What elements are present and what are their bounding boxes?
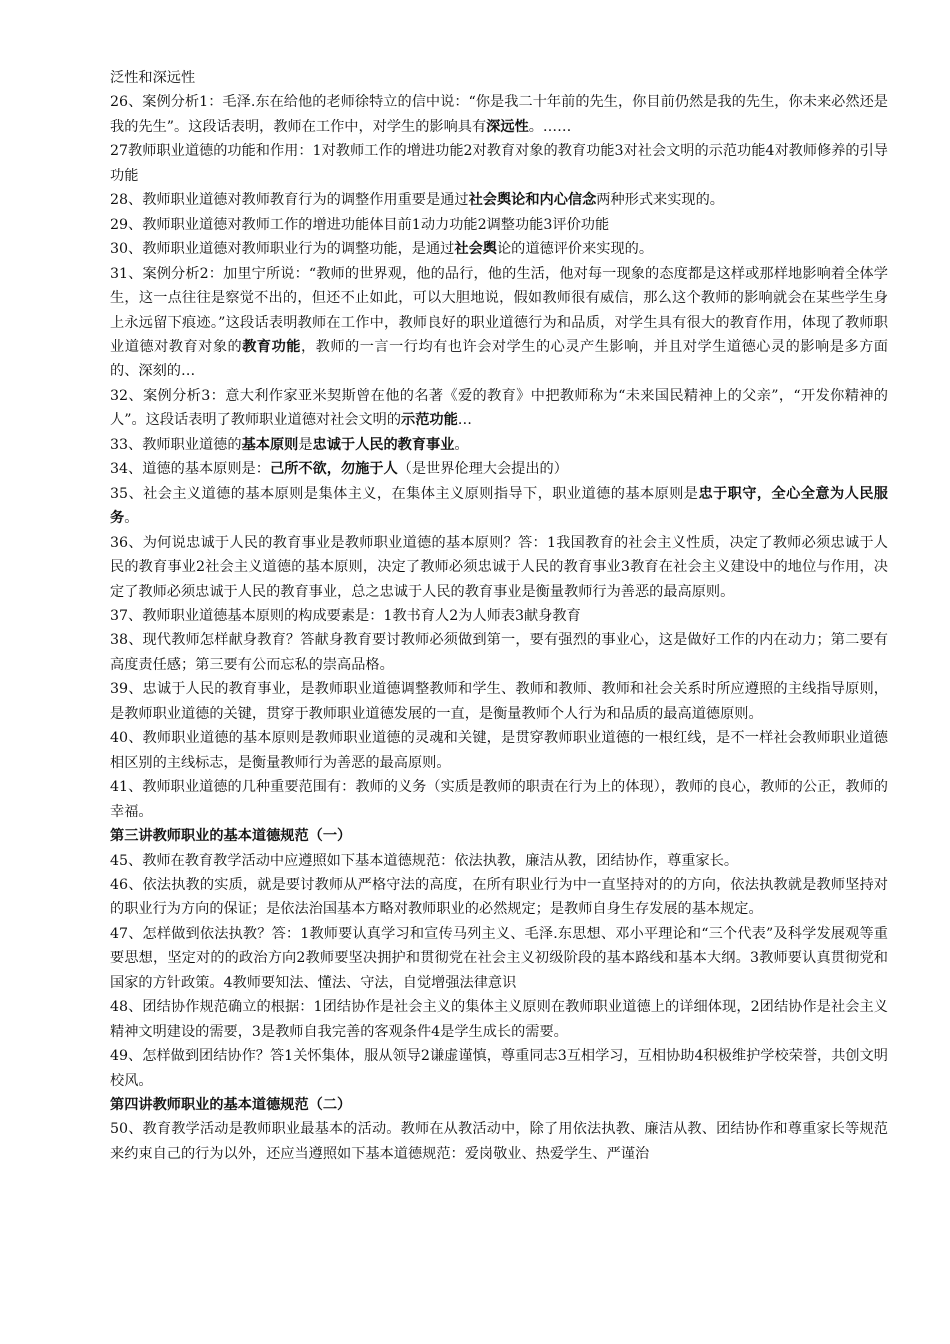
text-run: … [457, 412, 472, 429]
paragraph [110, 849, 888, 873]
text-run: ，教师的一言一行均有也许会对学生的心灵产生影响，并且对学生道德心灵的影响是多方面的、深刻的… [110, 338, 888, 380]
document-page [110, 66, 888, 1166]
bold-text-run: 社会舆 [454, 241, 497, 258]
text-run: 50、教育教学活动是教师职业最基本的活动。教师在从教活动中，除了用依法执教、廉洁从教、团结协作和尊重家长等规范来约束自己的行为以外，还应当遵照如下基本道德规范：爱岗敬业、热爱学生、严谨治 [110, 1121, 888, 1162]
paragraph [110, 873, 888, 922]
paragraph [110, 262, 888, 384]
paragraph [110, 604, 888, 628]
text-run: 37、教师职业道德基本原则的构成要素是：1教书育人2为人师表3献身教育 [110, 607, 581, 624]
bold-text-run: 忠于职守，全心全意为人民服务 [110, 485, 888, 527]
text-run: 32、案例分析3：意大利作家亚米契斯曾在他的名著《爱的教育》中把教师称为“未来国民精神上的父亲”，“开发你精神的人”。这段话表明了教师职业道德对社会文明的 [110, 387, 888, 429]
text-run: 29、教师职业道德对教师工作的增进功能体目前1动力功能2调整功能3评价功能 [110, 216, 610, 233]
text-run: 49、怎样做到团结协作？答1关怀集体，服从领导2谦虚谨慎，尊重同志3互相学习，互相协助4积极维护学校荣誉，共创文明校风。 [110, 1048, 888, 1089]
text-run: 。 [124, 510, 139, 527]
text-run: 35、社会主义道德的基本原则是集体主义，在集体主义原则指导下，职业道德的基本原则是 [110, 485, 699, 502]
text-run: 34、道德的基本原则是： [110, 461, 270, 478]
text-run: 是 [298, 436, 313, 453]
text-run: 31、案例分析2：加里宁所说：“教师的世界观，他的品行，他的生活，他对每一现象的态度都是这样或那样地影响着全体学生，这一点往往是察觉不出的，但还不止如此，可以大胆地说，假如教师很有威信，那么这个教师的影响就会在某些学生身上永远留下痕迹。”这段话表明教师在工作中，教师良好的职业道德行为和品质，对学生具有很大的教育作用，体现了教师职业道德对教育对象的 [110, 265, 888, 355]
section-heading [110, 824, 888, 848]
text-run: 30、教师职业道德对教师职业行为的调整功能，是通过 [110, 241, 455, 258]
paragraph [110, 433, 888, 457]
text-run: 泛性和深远性 [110, 70, 196, 86]
text-run: 47、怎样做到依法执教？答：1教师要认真学习和宣传马列主义、毛泽.东思想、邓小平理论和“三个代表”及科学发展观等重要思想，坚定对的的政治方向2教师要坚决拥护和贯彻党在社会主义初级阶段的基本路线和基本大纲。3教师要认真贯彻党和国家的方针政策。4教师要知法、懂法、守法，自觉增强法律意识 [110, 925, 888, 991]
bold-text-run: 深远性 [486, 118, 529, 135]
paragraph [110, 482, 888, 531]
text-run: 26、案例分析1：毛泽.东在给他的老师徐特立的信中说：“你是我二十年前的先生，你目前仍然是我的先生，你未来必然还是我的先生”。这段话表明，教师在工作中，对学生的影响具有 [110, 94, 888, 135]
bold-text-run: 基本原则 [241, 436, 299, 453]
bold-text-run: 社会舆论和内心信念 [468, 192, 597, 209]
section-heading [110, 1093, 888, 1117]
text-run: 45、教师在教育教学活动中应遵照如下基本道德规范：依法执教，廉洁从教，团结协作，尊重家长。 [110, 852, 739, 869]
text-run: 论的道德评价来实现的。 [496, 241, 654, 258]
paragraph [110, 237, 888, 261]
paragraph [110, 726, 888, 775]
paragraph [110, 213, 888, 237]
bold-text-run: 教育功能 [242, 338, 301, 355]
paragraph [110, 66, 888, 90]
paragraph [110, 531, 888, 604]
paragraph [110, 188, 888, 212]
paragraph [110, 90, 888, 139]
paragraph [110, 775, 888, 824]
paragraph [110, 457, 888, 481]
bold-text-run: 己所不欲，勿施于人 [269, 461, 398, 478]
text-run: （是世界伦理大会提出的） [397, 461, 568, 478]
paragraph [110, 995, 888, 1044]
text-run: 28、教师职业道德对教师教育行为的调整作用重要是通过 [110, 192, 469, 209]
text-run: 41、教师职业道德的几种重要范围有：教师的义务（实质是教师的职责在行为上的体现），教师的良心，教师的公正，教师的幸福。 [110, 779, 888, 820]
text-run: 33、教师职业道德的 [110, 436, 242, 453]
paragraph [110, 384, 888, 433]
text-run: 。 [454, 436, 469, 453]
text-run: 第三讲教师职业的基本道德规范（一） [110, 828, 352, 845]
paragraph [110, 628, 888, 677]
text-run: 第四讲教师职业的基本道德规范（二） [110, 1097, 352, 1114]
text-run: 27教师职业道德的功能和作用：1对教师工作的增进功能2对教育对象的教育功能3对社会文明的示范功能4对教师修养的引导功能 [110, 143, 888, 184]
text-run: 46、依法执教的实质，就是要讨教师从严格守法的高度，在所有职业行为中一直坚持对的的方向，依法执教就是教师坚持对的职业行为方向的保证；是依法治国基本方略对教师职业的必然规定；是教师自身生存发展的基本规定。 [110, 876, 888, 918]
bold-text-run: 示范功能 [401, 412, 458, 429]
text-run: 两种形式来实现的。 [596, 192, 724, 209]
paragraph [110, 922, 888, 995]
text-run: 40、教师职业道德的基本原则是教师职业道德的灵魂和关键，是贯穿教师职业道德的一根红线，是不一样社会教师职业道德相区别的主线标志，是衡量教师行为善恶的最高原则。 [110, 730, 888, 771]
paragraph [110, 139, 888, 188]
paragraph [110, 1044, 888, 1093]
text-run: 36、为何说忠诚于人民的教育事业是教师职业道德的基本原则？答：1我国教育的社会主义性质，决定了教师必须忠诚于人民的教育事业2社会主义道德的基本原则，决定了教师必须忠诚于人民的教育事业3教育在社会主义建设中的地位与作用，决定了教师必须忠诚于人民的教育事业，总之忠诚于人民的教育事业是衡量教师行为善恶的最高原则。 [110, 534, 888, 600]
paragraph [110, 1117, 888, 1166]
text-run: 。…… [528, 118, 572, 135]
bold-text-run: 忠诚于人民的教育事业 [312, 436, 455, 453]
text-run: 38、现代教师怎样献身教育？答献身教育要讨教师必须做到第一，要有强烈的事业心，这是做好工作的内在动力；第二要有高度责任感；第三要有公而忘私的崇高品格。 [110, 632, 888, 673]
paragraph [110, 677, 888, 726]
text-run: 39、忠诚于人民的教育事业，是教师职业道德调整教师和学生、教师和教师、教师和社会关系时所应遵照的主线指导原则，是教师职业道德的关键，贯穿于教师职业道德发展的一直，是衡量教师个人行为和品质的最高道德原则。 [110, 681, 888, 722]
text-run: 48、团结协作规范确立的根据：1团结协作是社会主义的集体主义原则在教师职业道德上的详细体现，2团结协作是社会主义精神文明建设的需要，3是教师自我完善的客观条件4是学生成长的需要。 [110, 999, 888, 1040]
